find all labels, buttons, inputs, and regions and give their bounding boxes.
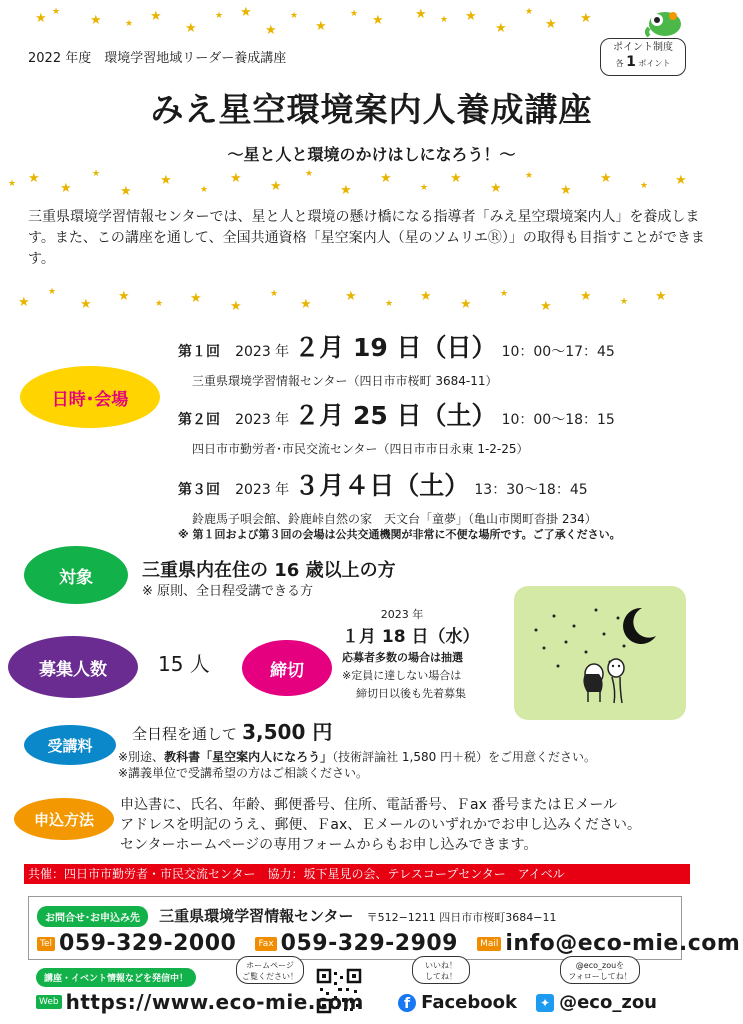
target-note: ※ 原則、全日程受講できる方 — [142, 584, 314, 599]
fee-note-1a: ※別途、 — [118, 750, 165, 764]
page-title: みえ星空環境案内人養成講座 — [150, 90, 593, 129]
session-2-year: 2023 年 — [235, 412, 290, 428]
twitter-handle: @eco_zou — [559, 992, 657, 1013]
contact-address: 〒512−1211 四日市市桜町3684−11 — [366, 911, 557, 924]
session-3-date: ３月４日（土） — [294, 471, 470, 500]
intro-paragraph: 三重県環境学習情報センターでは、星と人と環境の懸け橋になる指導者「みえ星空環境案内人」を養成します。また、この講座を通して、全国共通資格「星空案内人（星のソムリエⓇ）」の取得も目指すことができます。 — [28, 209, 705, 267]
facebook-link[interactable] — [398, 992, 517, 1013]
contact-label: お問合せ･お申込み先 — [37, 906, 148, 927]
session-3-time: 13：30～18：45 — [474, 482, 588, 498]
sponsor-bar: 共催：四日市市勤労者・市民交流センター 協力：坂下星見の会、テレスコープセンター アイベル — [24, 864, 690, 884]
session-3-year: 2023 年 — [235, 482, 290, 498]
fee-textbook: 教科書「星空案内人になろう」 — [164, 750, 333, 764]
session-3-number: 第３回 — [178, 482, 220, 498]
tel-icon: Tel — [37, 937, 55, 951]
web-icon: Web — [36, 995, 62, 1009]
session-1-year: 2023 年 — [235, 344, 290, 360]
facebook-icon: f — [398, 994, 416, 1012]
fee-amount: 3,500 円 — [242, 720, 333, 744]
twitter-icon: ✦ — [536, 994, 554, 1012]
page-subtitle: ～星と人と環境のかけはしになろう！～ — [227, 145, 516, 164]
target-main: 三重県内在住の 16 歳以上の方 — [142, 560, 396, 581]
apply-line-1: 申込書に、氏名、年齢、郵便番号、住所、電話番号、Ｆax 番号またはＥメール — [120, 797, 618, 813]
session-2-date: ２月 25 日（土） — [294, 401, 497, 430]
session-1 — [178, 328, 738, 389]
fee-note-1 — [118, 748, 596, 765]
session-2-number: 第２回 — [178, 412, 220, 428]
point-badge — [600, 38, 686, 76]
schedule-note: ※ 第１回および第３回の会場は公共交通機関が非常に不便な場所です。ご了承ください。 — [178, 528, 621, 541]
facebook-label: Facebook — [421, 992, 517, 1013]
session-2 — [178, 396, 738, 457]
bubble-follow: @eco_zouを フォローしてね！ — [560, 956, 640, 984]
fee-pill: 受講料 — [24, 725, 116, 765]
fee-main — [132, 716, 332, 745]
session-1-venue: 三重県環境学習情報センター（四日市市桜町 3684-11） — [192, 374, 498, 388]
fax-icon: Fax — [255, 937, 276, 951]
fax-number: 059-329-2909 — [280, 931, 458, 956]
point-badge-suffix: ポイント — [638, 59, 671, 68]
deadline-date: １月 18 日（水） — [342, 627, 480, 647]
contact-box — [28, 896, 741, 960]
twitter-link[interactable] — [536, 992, 657, 1013]
target-pill: 対象 — [24, 546, 128, 604]
apply-line-2: アドレスを明記のうえ、郵便、Ｆax、Ｅメールのいずれかでお申し込みください。 — [120, 817, 642, 833]
fee-note-2: ※講義単位で受講希望の方はご相談ください。 — [118, 766, 369, 780]
mail-link[interactable]: info@eco-mie.com — [505, 931, 741, 956]
info-badge: 講座・イベント情報などを発信中！ — [36, 968, 196, 987]
session-3-venue: 鈴鹿馬子唄会館、鈴鹿峠自然の家 天文台「童夢」（亀山市関町沓掛 234） — [192, 512, 597, 526]
deadline-details — [342, 606, 512, 701]
series-heading: 2022 年度 環境学習地域リーダー養成講座 — [28, 51, 287, 66]
contact-org: 三重県環境学習情報センター — [159, 907, 354, 925]
apply-instructions — [120, 795, 738, 855]
website-link[interactable]: https://www.eco-mie.com — [65, 990, 364, 1014]
session-3 — [178, 466, 738, 527]
fee-prefix: 全日程を通して — [132, 725, 238, 743]
session-1-date: ２月 19 日（日） — [294, 333, 497, 362]
capacity-value: 15 人 — [158, 652, 210, 676]
deadline-note-1: ※定員に達しない場合は — [342, 669, 462, 682]
mail-icon: Mail — [477, 937, 501, 951]
starry-night-illustration — [514, 586, 686, 720]
point-badge-number: 1 — [626, 54, 636, 70]
deadline-year: 2023 年 — [380, 608, 424, 621]
fee-note-1c: （技術評論社 1,580 円＋税）をご用意ください。 — [332, 750, 597, 764]
tel-number[interactable]: 059-329-2000 — [59, 931, 237, 956]
session-2-venue: 四日市市勤労者･市民交流センター（四日市市日永東 1-2-25） — [192, 442, 529, 456]
point-badge-prefix: 各 — [615, 59, 624, 68]
session-1-time: 10：00～17：45 — [501, 344, 615, 360]
apply-line-3: センターホームページの専用フォームからもお申し込みできます。 — [120, 837, 538, 853]
session-2-time: 10：00～18：15 — [501, 412, 615, 428]
deadline-pill: 締切 — [242, 640, 332, 696]
deadline-lottery: 応募者多数の場合は抽選 — [342, 651, 463, 664]
apply-pill: 申込方法 — [14, 798, 114, 840]
capacity-pill: 募集人数 — [8, 636, 138, 698]
schedule-pill: 日時･会場 — [20, 366, 160, 428]
bubble-homepage: ホームページ ご覧ください！ — [236, 956, 304, 984]
deadline-note-2: 締切日以後も先着募集 — [356, 687, 466, 700]
session-1-number: 第１回 — [178, 344, 220, 360]
bubble-like: いいね！ してね！ — [412, 956, 470, 984]
point-badge-line1: ポイント制度 — [613, 42, 673, 53]
eco-zou-mascot-icon — [643, 6, 685, 38]
